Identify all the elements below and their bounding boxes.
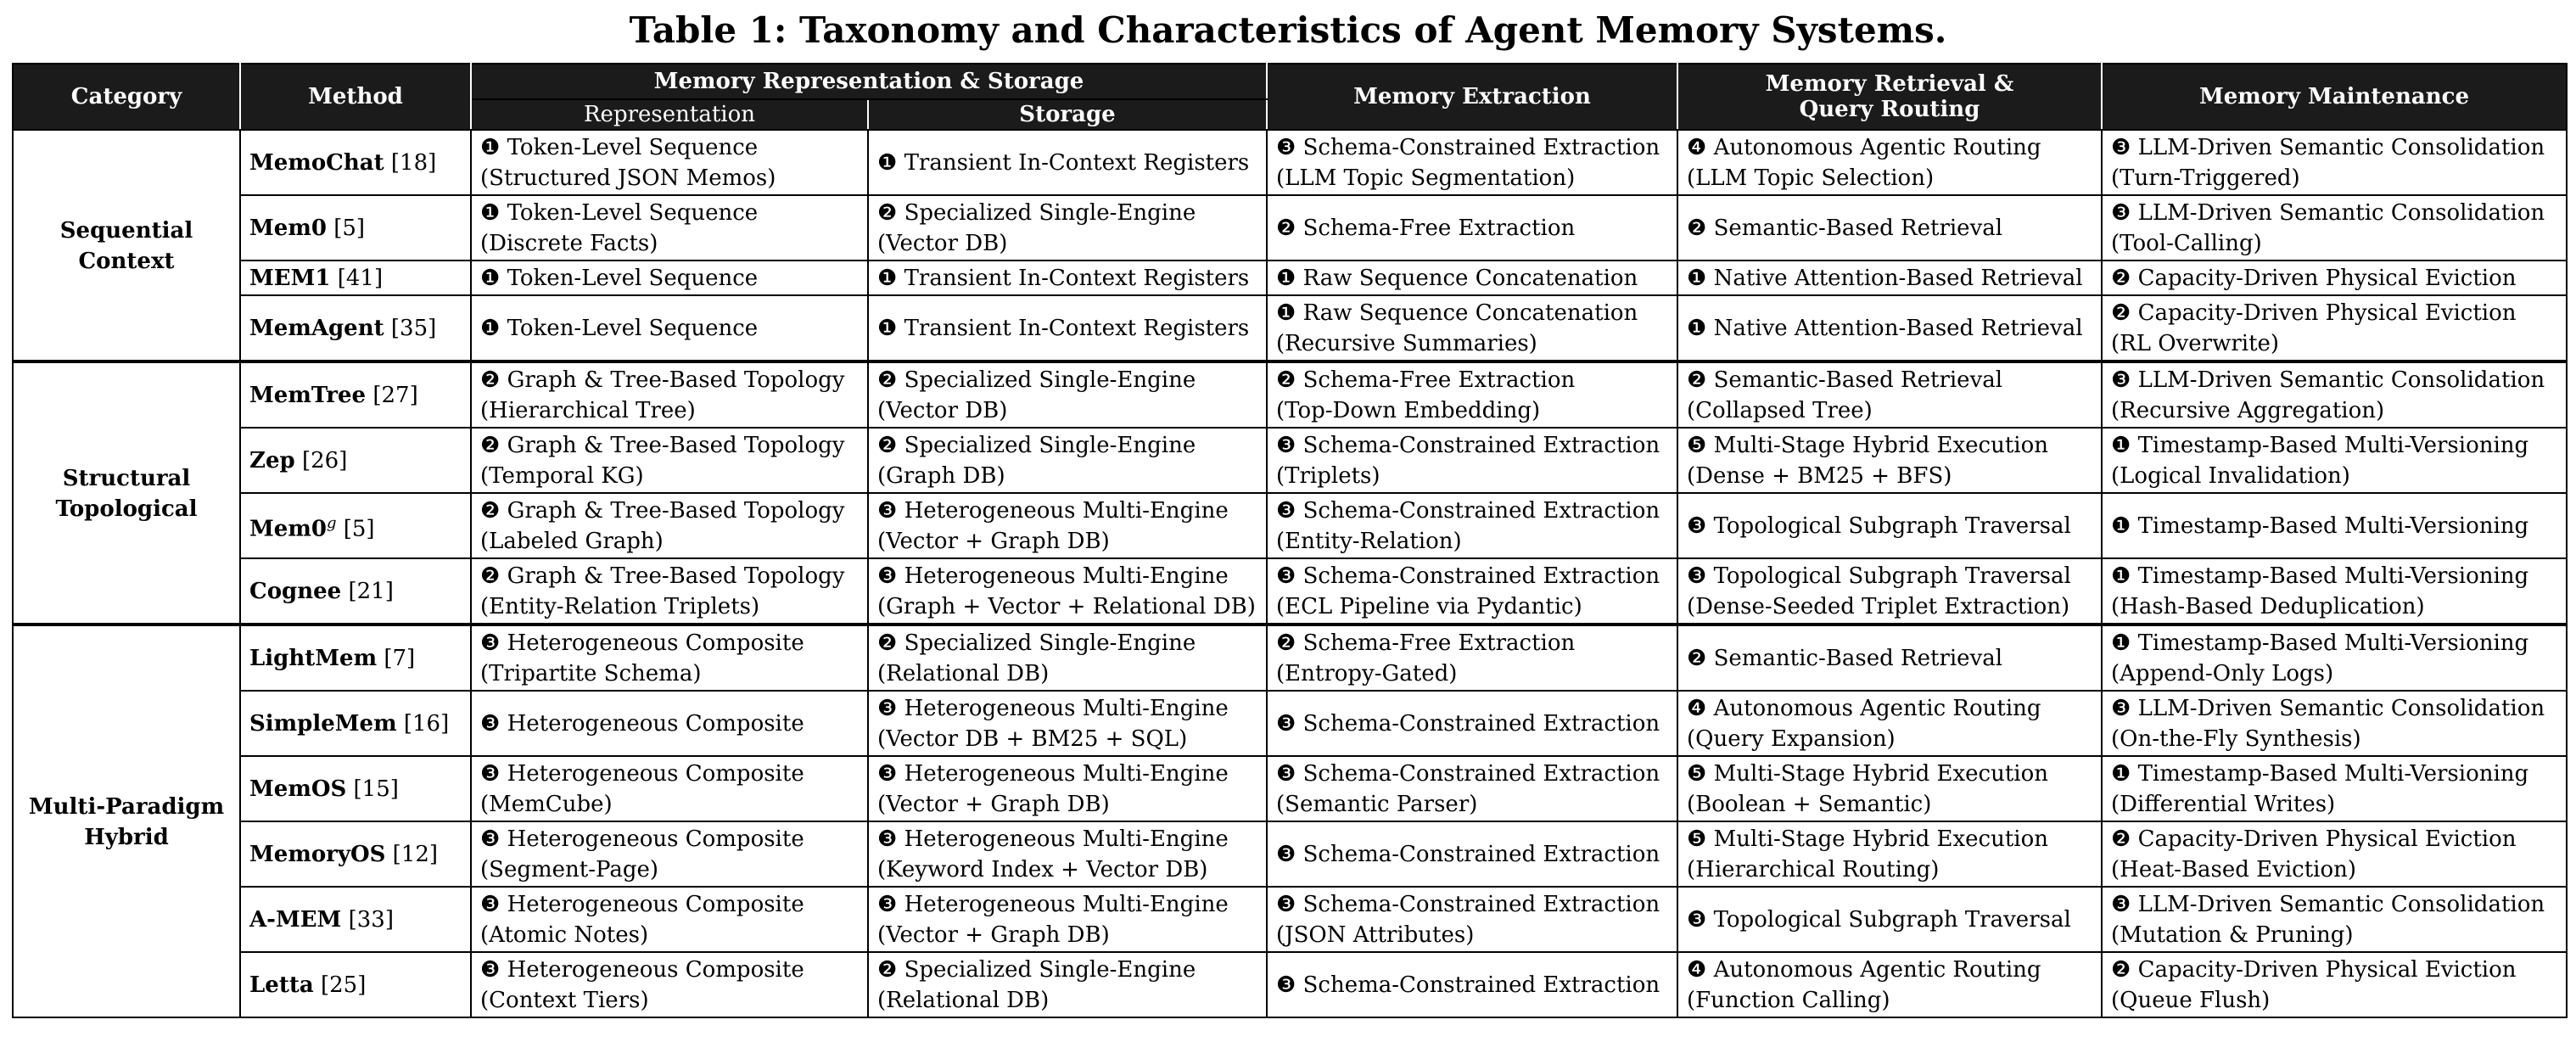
maintenance-value: ❸ LLM-Driven Semantic Consolidation [2111,200,2545,226]
method-citation: [41] [330,266,384,291]
retrieval-detail: (Boolean + Semantic) [1687,792,1932,817]
retrieval-detail: (Hierarchical Routing) [1687,857,1940,882]
storage-value: ❶ Transient In-Context Registers [877,316,1250,341]
representation-cell [471,195,868,260]
table-row [13,558,2567,625]
method-name: Mem0 [249,216,327,241]
storage-detail: (Vector DB + BM25 + SQL) [877,726,1188,752]
storage-value: ❸ Heterogeneous Multi-Engine [877,563,1229,589]
representation-value: ❶ Token-Level Sequence [480,316,759,341]
storage-detail: (Vector + Graph DB) [877,792,1110,817]
maintenance-value: ❶ Timestamp-Based Multi-Versioning [2111,513,2529,539]
maintenance-value: ❷ Capacity-Driven Physical Eviction [2111,957,2517,983]
table-row [13,821,2567,887]
method-cell [240,756,471,821]
retrieval-value: ❺ Multi-Stage Hybrid Execution [1687,826,2049,852]
table-caption: Table 1: Taxonomy and Characteristics of Agent Memory Systems. [629,9,1947,51]
extraction-cell [1267,756,1677,821]
method-name: LightMem [249,646,378,671]
storage-cell [868,558,1267,625]
storage-cell [868,821,1267,887]
maintenance-cell [2102,558,2567,625]
storage-value: ❷ Specialized Single-Engine [877,367,1196,393]
maintenance-value: ❶ Timestamp-Based Multi-Versioning [2111,433,2529,458]
storage-value: ❸ Heterogeneous Multi-Engine [877,761,1229,787]
retrieval-detail: (Query Expansion) [1687,726,1896,752]
maintenance-value: ❷ Capacity-Driven Physical Eviction [2111,826,2517,852]
method-citation: [7] [377,646,416,671]
category-label-line1: Structural [62,465,191,491]
method-cell [240,887,471,952]
extraction-cell [1267,130,1677,195]
retrieval-value: ❷ Semantic-Based Retrieval [1687,216,2003,241]
representation-cell [471,952,868,1017]
method-citation: [35] [384,316,437,341]
storage-value: ❶ Transient In-Context Registers [877,150,1250,176]
maintenance-detail: (RL Overwrite) [2111,331,2280,356]
storage-cell [868,625,1267,691]
maintenance-value: ❶ Timestamp-Based Multi-Versioning [2111,563,2529,589]
representation-detail: (Entity-Relation Triplets) [480,594,760,619]
method-name: Cognee [249,579,342,604]
storage-detail: (Vector DB) [877,231,1008,256]
extraction-value: ❸ Schema-Constrained Extraction [1276,842,1660,867]
retrieval-value: ❹ Autonomous Agentic Routing [1687,957,2041,983]
extraction-cell [1267,821,1677,887]
representation-detail: (Labeled Graph) [480,529,664,554]
storage-cell [868,493,1267,558]
retrieval-cell [1677,428,2102,493]
representation-cell [471,625,868,691]
storage-detail: (Graph DB) [877,463,1005,489]
retrieval-value: ❸ Topological Subgraph Traversal [1687,563,2071,589]
table-row [13,195,2567,260]
category-label-line1: Sequential [59,217,193,244]
table-row [13,295,2567,361]
extraction-detail: (Recursive Summaries) [1276,331,1537,356]
retrieval-value: ❶ Native Attention-Based Retrieval [1687,266,2083,291]
extraction-cell [1267,260,1677,295]
table-row [13,361,2567,428]
maintenance-cell [2102,295,2567,361]
method-cell [240,428,471,493]
storage-detail: (Vector + Graph DB) [877,529,1110,554]
method-name: MEM1 [249,266,331,291]
maintenance-detail: (On-the-Fly Synthesis) [2111,726,2361,752]
method-cell [240,821,471,887]
extraction-cell [1267,295,1677,361]
method-name: Zep [249,448,295,473]
storage-detail: (Relational DB) [877,661,1050,686]
header-method: Method [240,64,471,130]
table-row [13,130,2567,195]
representation-value: ❷ Graph & Tree-Based Topology [480,563,845,589]
representation-detail: (MemCube) [480,792,613,817]
maintenance-value: ❶ Timestamp-Based Multi-Versioning [2111,630,2529,656]
method-name: SimpleMem [249,711,397,737]
retrieval-detail: (Collapsed Tree) [1687,398,1873,423]
extraction-value: ❷ Schema-Free Extraction [1276,367,1576,393]
storage-cell [868,428,1267,493]
retrieval-cell [1677,493,2102,558]
representation-cell [471,558,868,625]
method-cell [240,295,471,361]
representation-value: ❶ Token-Level Sequence [480,200,759,226]
storage-value: ❸ Heterogeneous Multi-Engine [877,696,1229,721]
storage-detail: (Graph + Vector + Relational DB) [877,594,1256,619]
storage-cell [868,691,1267,756]
method-cell [240,130,471,195]
method-citation: [16] [396,711,450,737]
retrieval-value: ❺ Multi-Stage Hybrid Execution [1687,433,2049,458]
method-citation: [33] [341,907,394,933]
maintenance-detail: (Heat-Based Eviction) [2111,857,2357,882]
extraction-detail: (LLM Topic Segmentation) [1276,165,1576,191]
storage-value: ❸ Heterogeneous Multi-Engine [877,892,1229,917]
maintenance-detail: (Turn-Triggered) [2111,165,2300,191]
retrieval-value: ❹ Autonomous Agentic Routing [1687,135,2041,160]
method-citation: [27] [366,383,418,408]
table-row [13,625,2567,691]
extraction-detail: (ECL Pipeline via Pydantic) [1276,594,1582,619]
retrieval-value: ❸ Topological Subgraph Traversal [1687,907,2071,933]
retrieval-cell [1677,130,2102,195]
representation-detail: (Structured JSON Memos) [480,165,776,191]
header-retrieval-line2: Query Routing [1799,97,1980,122]
representation-value: ❶ Token-Level Sequence [480,135,759,160]
maintenance-value: ❸ LLM-Driven Semantic Consolidation [2111,367,2545,393]
representation-value: ❸ Heterogeneous Composite [480,711,804,737]
retrieval-cell [1677,558,2102,625]
retrieval-value: ❹ Autonomous Agentic Routing [1687,696,2041,721]
method-cell [240,625,471,691]
storage-detail: (Vector + Graph DB) [877,922,1110,948]
method-citation: [21] [341,579,394,604]
maintenance-value: ❷ Capacity-Driven Physical Eviction [2111,266,2517,291]
extraction-value: ❸ Schema-Constrained Extraction [1276,433,1660,458]
extraction-value: ❸ Schema-Constrained Extraction [1276,563,1660,589]
table-row [13,493,2567,558]
maintenance-detail: (Logical Invalidation) [2111,463,2350,489]
method-cell [240,361,471,428]
storage-value: ❷ Specialized Single-Engine [877,630,1196,656]
header-memory-retrieval [1677,64,2102,130]
table-row [13,428,2567,493]
maintenance-cell [2102,625,2567,691]
retrieval-value: ❷ Semantic-Based Retrieval [1687,367,2003,393]
representation-cell [471,821,868,887]
extraction-value: ❸ Schema-Constrained Extraction [1276,972,1660,998]
storage-value: ❷ Specialized Single-Engine [877,957,1196,983]
retrieval-cell [1677,691,2102,756]
maintenance-detail: (Recursive Aggregation) [2111,398,2385,423]
storage-cell [868,295,1267,361]
extraction-detail: (Entropy-Gated) [1276,661,1458,686]
method-name: MemoChat [249,150,384,176]
retrieval-detail: (LLM Topic Selection) [1687,165,1935,191]
retrieval-value: ❺ Multi-Stage Hybrid Execution [1687,761,2049,787]
maintenance-value: ❷ Capacity-Driven Physical Eviction [2111,300,2517,326]
method-citation: [12] [385,842,439,867]
storage-cell [868,130,1267,195]
representation-detail: (Temporal KG) [480,463,644,489]
maintenance-value: ❶ Timestamp-Based Multi-Versioning [2111,761,2529,787]
storage-detail: (Vector DB) [877,398,1008,423]
method-name: Letta [249,972,314,998]
extraction-value: ❷ Schema-Free Extraction [1276,216,1576,241]
maintenance-cell [2102,756,2567,821]
method-cell [240,691,471,756]
header-memory-maintenance: Memory Maintenance [2102,64,2567,130]
retrieval-cell [1677,756,2102,821]
category-cell [13,130,240,361]
extraction-value: ❸ Schema-Constrained Extraction [1276,711,1660,737]
extraction-value: ❸ Schema-Constrained Extraction [1276,135,1660,160]
representation-cell [471,887,868,952]
representation-cell [471,493,868,558]
representation-value: ❸ Heterogeneous Composite [480,761,804,787]
method-cell [240,952,471,1017]
method-citation: [25] [313,972,367,998]
method-cell [240,493,471,558]
category-label-line2: Topological [55,496,198,522]
header-category: Category [13,64,240,130]
representation-cell [471,691,868,756]
representation-value: ❸ Heterogeneous Composite [480,826,804,852]
maintenance-detail: (Tool-Calling) [2111,231,2262,256]
representation-cell [471,361,868,428]
representation-cell [471,756,868,821]
category-cell [13,361,240,625]
method-name: MemOS [249,776,347,802]
representation-value: ❸ Heterogeneous Composite [480,957,804,983]
extraction-value: ❷ Schema-Free Extraction [1276,630,1576,656]
method-cell [240,558,471,625]
storage-detail: (Keyword Index + Vector DB) [877,857,1208,882]
retrieval-detail: (Function Calling) [1687,988,1890,1013]
maintenance-cell [2102,361,2567,428]
maintenance-value: ❸ LLM-Driven Semantic Consolidation [2111,696,2545,721]
extraction-value: ❸ Schema-Constrained Extraction [1276,892,1660,917]
maintenance-detail: (Differential Writes) [2111,792,2336,817]
method-citation: [26] [294,448,348,473]
storage-value: ❶ Transient In-Context Registers [877,266,1250,291]
retrieval-detail: (Dense-Seeded Triplet Extraction) [1687,594,2070,619]
maintenance-detail: (Mutation & Pruning) [2111,922,2354,948]
maintenance-cell [2102,260,2567,295]
table-body [13,130,2567,1017]
extraction-cell [1267,558,1677,625]
taxonomy-table [12,63,2568,1018]
category-label-line2: Context [78,248,175,274]
storage-value: ❷ Specialized Single-Engine [877,433,1196,458]
retrieval-cell [1677,952,2102,1017]
maintenance-value: ❸ LLM-Driven Semantic Consolidation [2111,892,2545,917]
extraction-cell [1267,361,1677,428]
extraction-value: ❶ Raw Sequence Concatenation [1276,300,1638,326]
extraction-cell [1267,691,1677,756]
representation-detail: (Tripartite Schema) [480,661,702,686]
retrieval-cell [1677,195,2102,260]
header-retrieval-line1: Memory Retrieval & [1765,71,2014,97]
retrieval-value: ❶ Native Attention-Based Retrieval [1687,316,2083,341]
storage-cell [868,260,1267,295]
maintenance-cell [2102,821,2567,887]
extraction-cell [1267,625,1677,691]
table-row [13,952,2567,1017]
category-label-line1: Multi-Paradigm [28,793,225,820]
method-citation: [5] [336,516,375,542]
maintenance-detail: (Append-Only Logs) [2111,661,2334,686]
retrieval-cell [1677,361,2102,428]
representation-cell [471,295,868,361]
storage-cell [868,195,1267,260]
representation-cell [471,260,868,295]
retrieval-cell [1677,887,2102,952]
extraction-cell [1267,952,1677,1017]
maintenance-cell [2102,130,2567,195]
method-name: MemoryOS [249,842,386,867]
extraction-cell [1267,493,1677,558]
method-cell [240,195,471,260]
header-memory-representation-storage: Memory Representation & Storage [471,64,1267,99]
extraction-detail: (Semantic Parser) [1276,792,1478,817]
representation-cell [471,428,868,493]
representation-value: ❷ Graph & Tree-Based Topology [480,367,845,393]
representation-detail: (Discrete Facts) [480,231,658,256]
storage-value: ❷ Specialized Single-Engine [877,200,1196,226]
representation-value: ❸ Heterogeneous Composite [480,892,804,917]
method-citation: [15] [346,776,399,802]
category-cell [13,625,240,1017]
maintenance-detail: (Queue Flush) [2111,988,2271,1013]
extraction-cell [1267,195,1677,260]
maintenance-cell [2102,952,2567,1017]
storage-cell [868,952,1267,1017]
header-storage: Storage [868,99,1267,130]
method-cell [240,260,471,295]
extraction-detail: (Entity-Relation) [1276,529,1462,554]
maintenance-cell [2102,493,2567,558]
retrieval-value: ❸ Topological Subgraph Traversal [1687,513,2071,539]
method-citation: [5] [326,216,366,241]
extraction-cell [1267,887,1677,952]
maintenance-cell [2102,428,2567,493]
representation-value: ❶ Token-Level Sequence [480,266,759,291]
retrieval-detail: (Dense + BM25 + BFS) [1687,463,1952,489]
storage-detail: (Relational DB) [877,988,1050,1013]
table-row [13,756,2567,821]
maintenance-cell [2102,195,2567,260]
retrieval-cell [1677,625,2102,691]
maintenance-cell [2102,887,2567,952]
storage-value: ❸ Heterogeneous Multi-Engine [877,498,1229,524]
header-memory-extraction: Memory Extraction [1267,64,1677,130]
extraction-detail: (Triplets) [1276,463,1380,489]
extraction-detail: (Top-Down Embedding) [1276,398,1541,423]
maintenance-cell [2102,691,2567,756]
maintenance-detail: (Hash-Based Deduplication) [2111,594,2425,619]
table-row [13,887,2567,952]
storage-cell [868,361,1267,428]
representation-detail: (Atomic Notes) [480,922,649,948]
retrieval-cell [1677,821,2102,887]
method-name: MemAgent [249,316,384,341]
retrieval-cell [1677,295,2102,361]
method-name: MemTree [249,383,367,408]
table-header [13,64,2567,130]
header-representation: Representation [471,99,868,130]
retrieval-cell [1677,260,2102,295]
storage-value: ❸ Heterogeneous Multi-Engine [877,826,1229,852]
representation-value: ❷ Graph & Tree-Based Topology [480,498,845,524]
method-citation: [18] [384,150,437,176]
representation-value: ❷ Graph & Tree-Based Topology [480,433,845,458]
extraction-cell [1267,428,1677,493]
method-superscript: g [326,513,337,532]
maintenance-value: ❸ LLM-Driven Semantic Consolidation [2111,135,2545,160]
extraction-detail: (JSON Attributes) [1276,922,1475,948]
table-row [13,260,2567,295]
extraction-value: ❸ Schema-Constrained Extraction [1276,498,1660,524]
representation-detail: (Segment-Page) [480,857,659,882]
extraction-value: ❶ Raw Sequence Concatenation [1276,266,1638,291]
representation-detail: (Hierarchical Tree) [480,398,696,423]
retrieval-value: ❷ Semantic-Based Retrieval [1687,646,2003,671]
storage-cell [868,887,1267,952]
method-name: A-MEM [249,907,342,933]
extraction-value: ❸ Schema-Constrained Extraction [1276,761,1660,787]
representation-detail: (Context Tiers) [480,988,649,1013]
representation-cell [471,130,868,195]
storage-cell [868,756,1267,821]
representation-value: ❸ Heterogeneous Composite [480,630,804,656]
method-name: Mem0 [249,516,327,542]
table-row [13,691,2567,756]
category-label-line2: Hybrid [84,824,169,850]
